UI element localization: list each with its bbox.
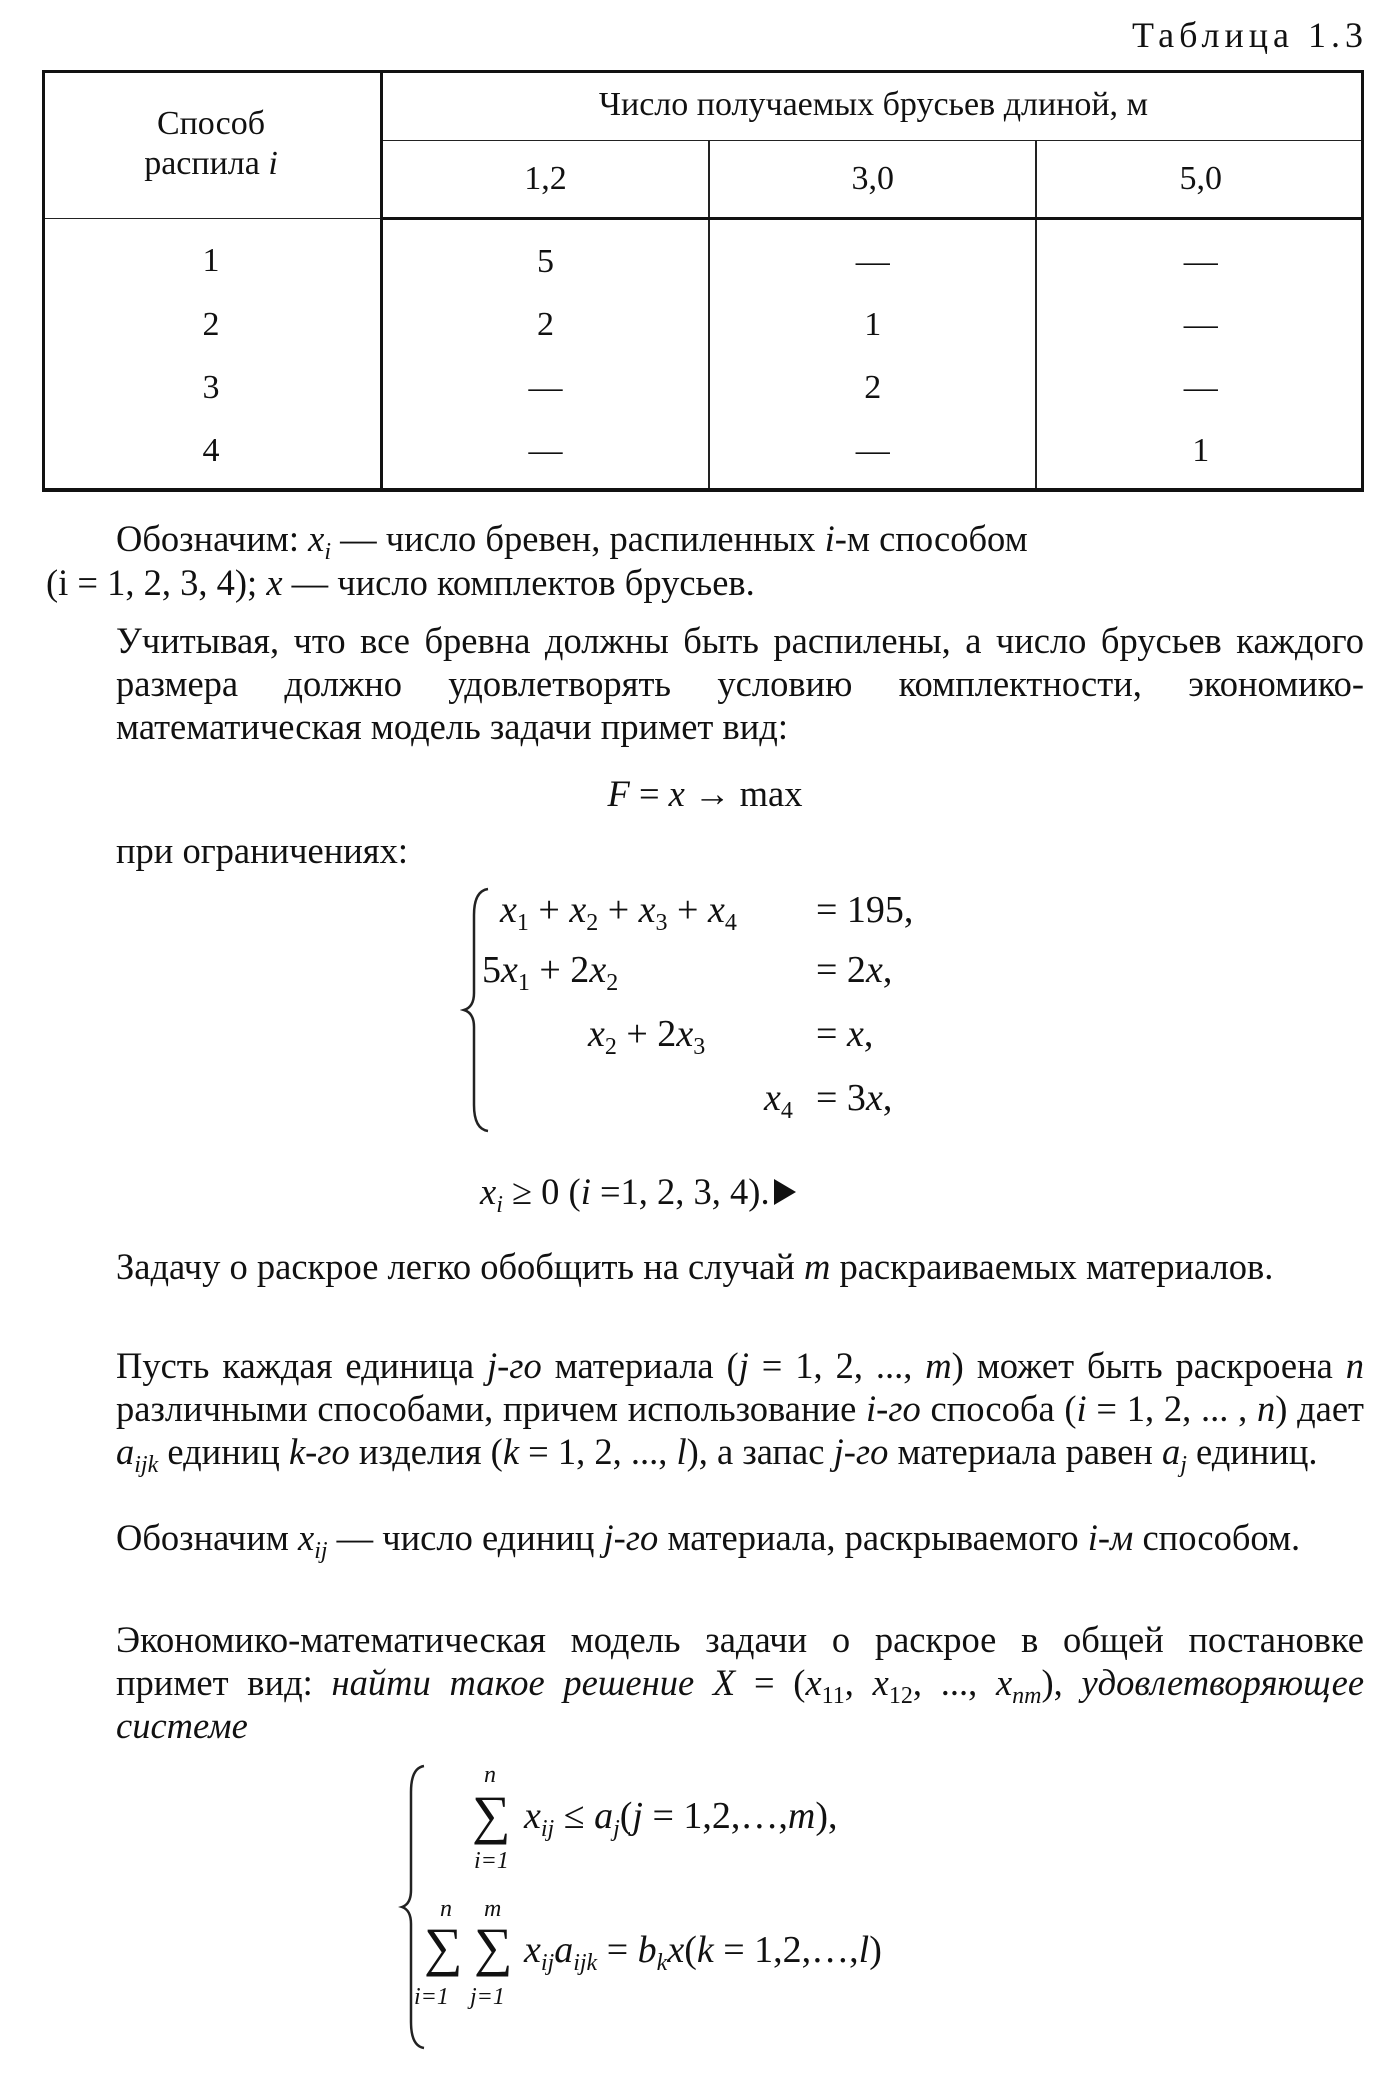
general-constraint-1: $x_{ij} \le a_j(j$ = 1,2,…,m), [524, 1795, 838, 1842]
constraint-row-4-lhs: $x_4$ [764, 1077, 793, 1124]
constraint-row-2-rhs: = 2x, [816, 949, 893, 991]
paragraph-generalize: Задачу о раскрое легко обобщить на случай m раскраиваемых материалов. [116, 1246, 1274, 1287]
sub-header-1: 1,2 [382, 141, 709, 219]
sum1-sigma: ∑ [472, 1785, 511, 1845]
group-header: Число получаемых брусьев длиной, м [382, 70, 1365, 141]
paragraph-notation: Обозначим: $x_i$ — число бревен, распиленных i-м способом [116, 518, 1028, 565]
method-header: Способ распила i [42, 70, 382, 219]
table-caption: Таблица 1.3 [1132, 15, 1368, 55]
sub-header-3: 5,0 [1036, 141, 1364, 219]
sum1-lower: i=1 [474, 1848, 509, 1874]
sum2-lower-i: i=1 [414, 1984, 449, 2010]
constraint-row-3-rhs: = x, [816, 1013, 874, 1055]
constraints-intro: при ограничениях: [116, 830, 408, 871]
left-brace-icon [460, 885, 494, 1135]
constraint-row-1-lhs: $x_1 + x_2 + x_3 + x_4$ [500, 889, 737, 936]
objective-function: F = x → max [607, 773, 803, 814]
nonnegativity: $x_i \ge 0$ (i =1, 2, 3, 4). [480, 1170, 1080, 1213]
table-row: 2 2 1 — [42, 293, 1364, 356]
paragraph-notation-2: (i = 1, 2, 3, 4); x — число комплектов брусьев. [46, 562, 755, 603]
constraint-row-3-lhs: $x_2 + 2x_3$ [588, 1013, 706, 1060]
general-constraint-2: $x_{ij}a_{ijk} = b_kx(k$ = 1,2,…,l) [524, 1929, 882, 1976]
sub-header-2: 3,0 [709, 141, 1036, 219]
paragraph-model-intro: Учитывая, что все бревна должны быть распилены, а число брусьев каждого размера должно удовлетворять условию комплектности, экономико-математическая модель задачи примет вид: [116, 620, 1364, 747]
constraint-row-1-rhs: = 195, [816, 889, 914, 931]
sum2-lower-j: j=1 [470, 1984, 505, 2010]
table-row: 4 — — 1 [42, 419, 1364, 492]
sum1-upper: n [484, 1762, 496, 1788]
sum2-sigma-i: ∑ [424, 1917, 463, 1977]
paragraph-general-model: Экономико-математическая модель задачи о раскрое в общей постановке примет вид: найти такое решение $X = (x_{11}$, $x_{12}$, ..., $x_{nm}$), удовлетворяющее системе [116, 1619, 1365, 1746]
end-of-example-icon [774, 1179, 796, 1205]
sawing-table [42, 70, 1364, 492]
table-row: 1 5 — — [42, 219, 1364, 294]
paragraph-variables: Обозначим $x_{ij}$ — число единиц j-го материала, раскрываемого i-м способом. [116, 1517, 1301, 1564]
sum2-upper-m: m [484, 1896, 502, 1922]
table-row: 3 — 2 — [42, 356, 1364, 419]
constraint-row-2-lhs: $5x_1 + 2x_2$ [482, 949, 619, 996]
constraint-row-4-rhs: = 3x, [816, 1077, 893, 1119]
sum2-sigma-j: ∑ [474, 1917, 513, 1977]
sum2-upper-n: n [440, 1896, 452, 1922]
paragraph-definition: Пусть каждая единица j-го материала (j = 1, 2, ..., m) может быть раскроена n различными способами, причем использование i-го способа (i = 1, 2, ... , n) дает $a_{ijk}$ единиц k-го изделия (k = 1, 2, ..., l), а запас j-го материала равен $a_j$ единиц. [116, 1345, 1364, 1478]
